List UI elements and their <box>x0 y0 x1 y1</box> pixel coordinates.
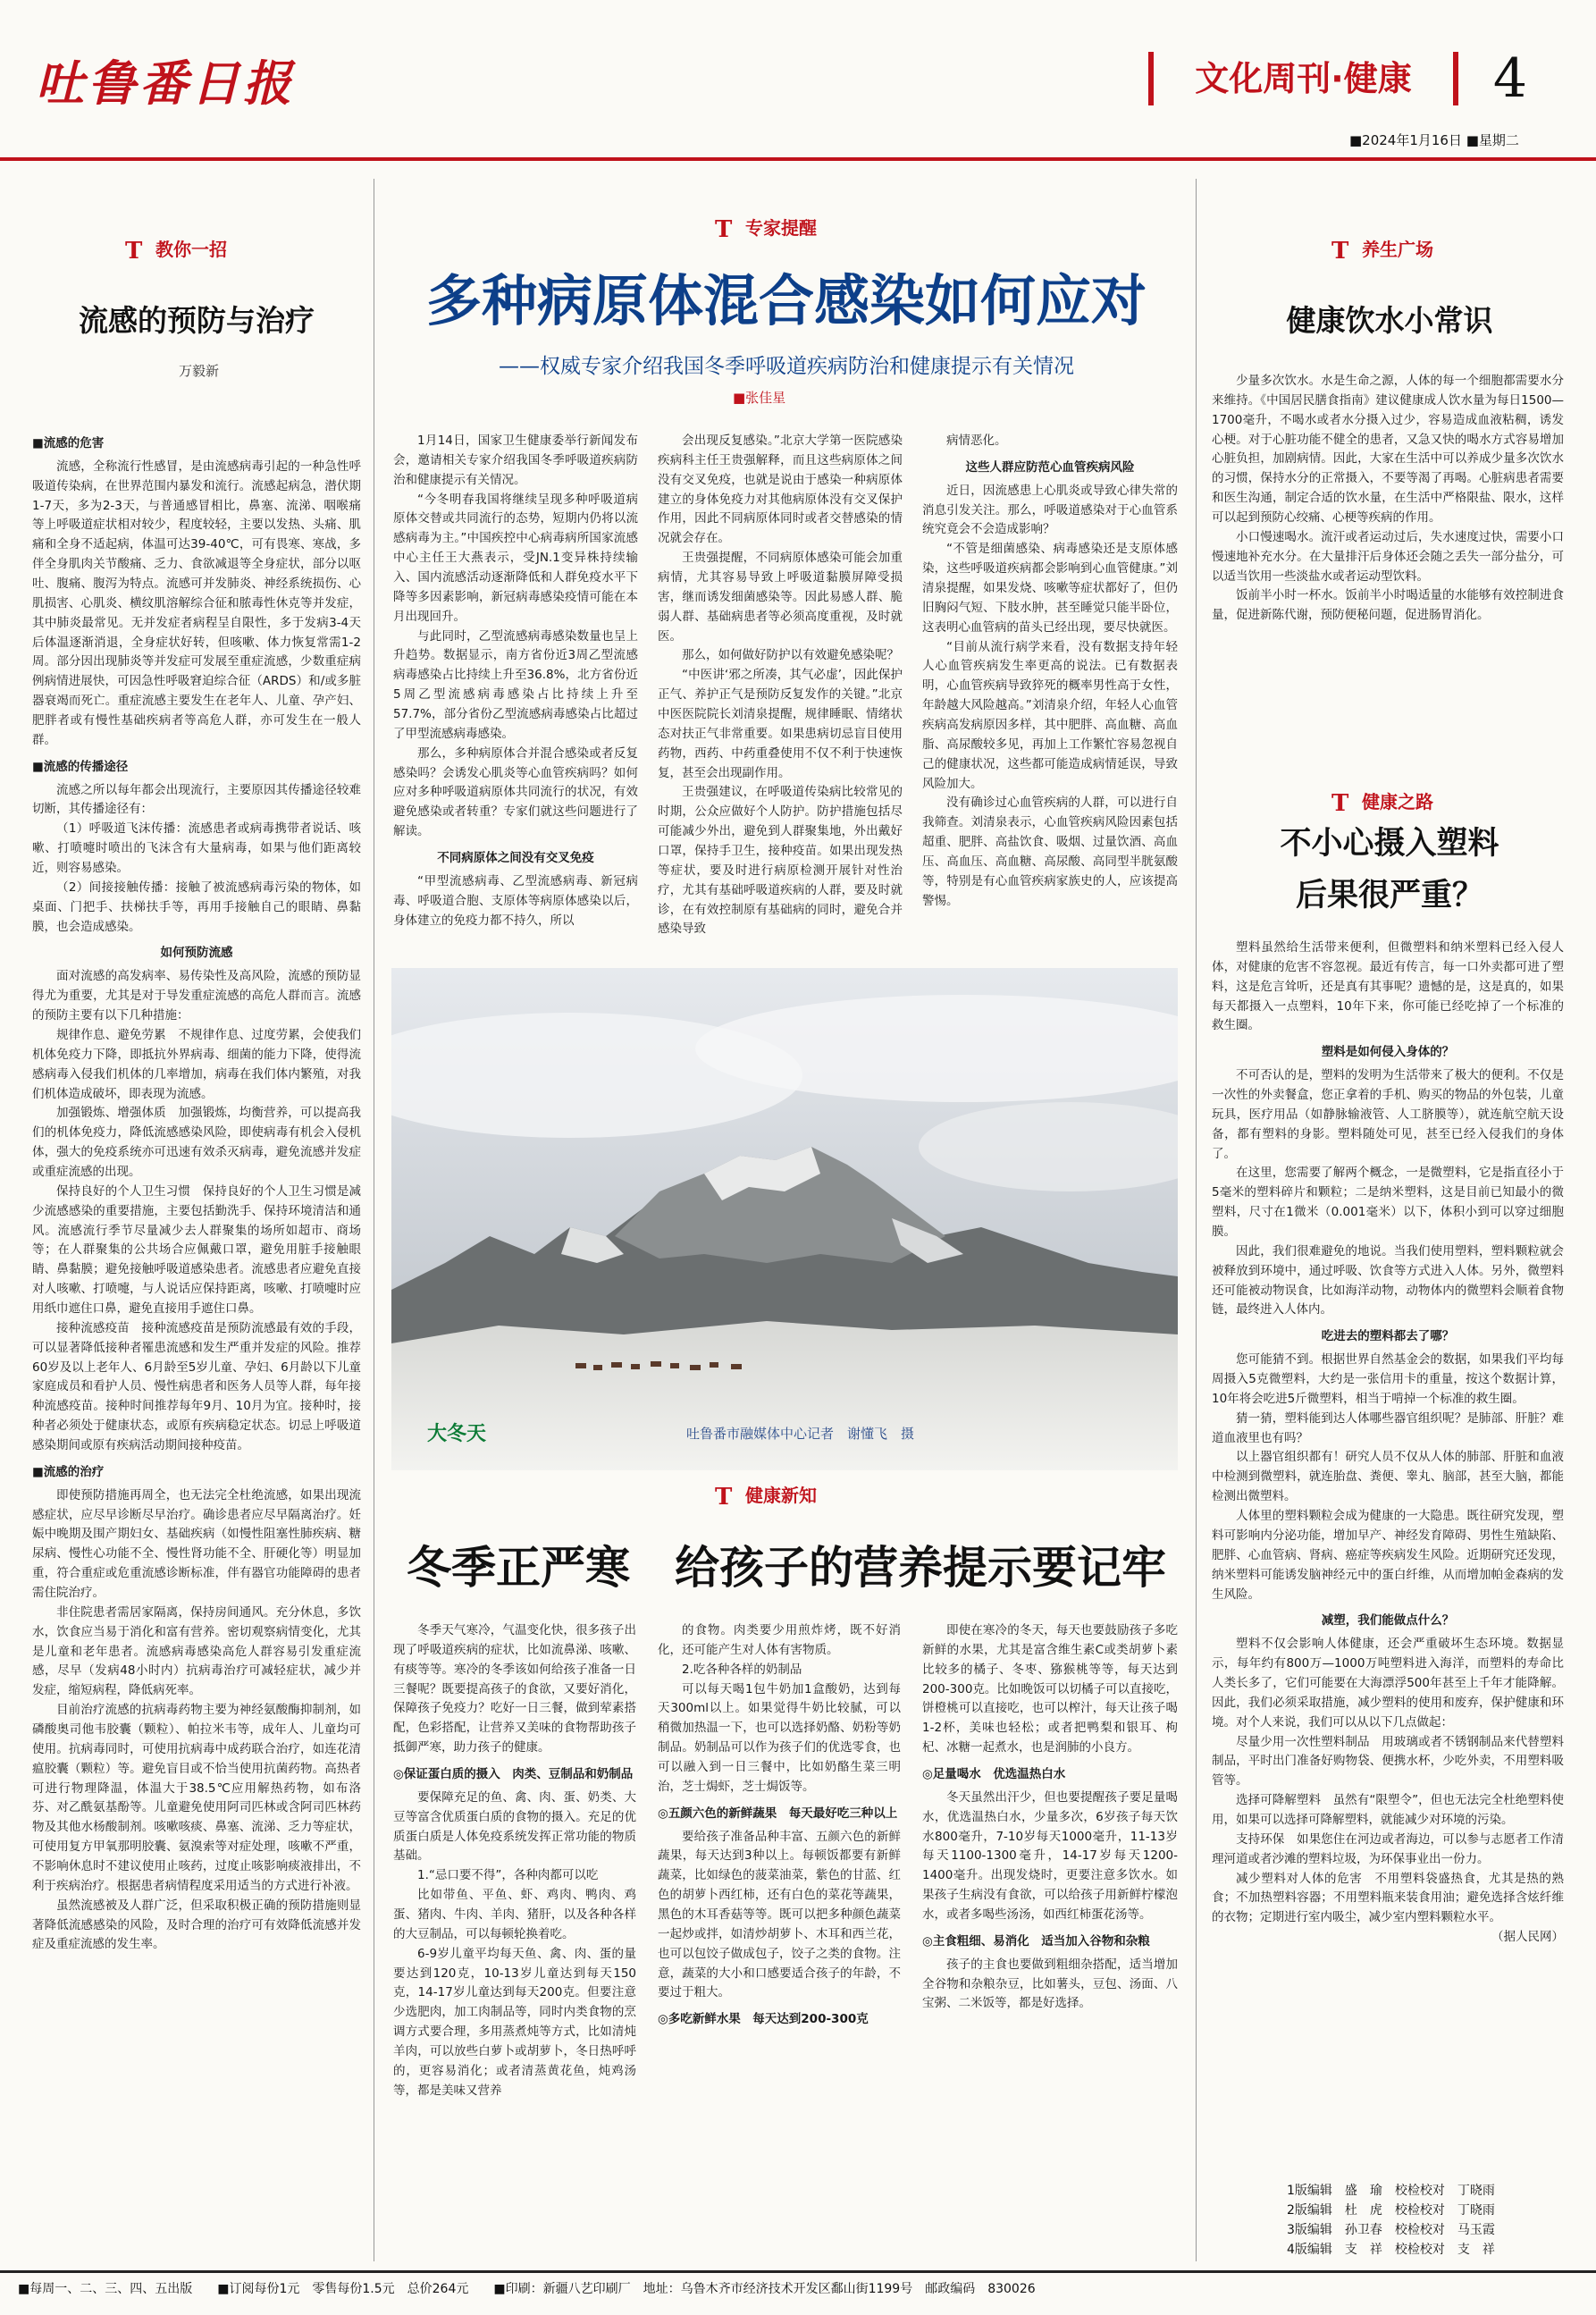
subheading: ■流感的危害 <box>32 436 105 450</box>
center-body-col3 <box>922 432 1178 959</box>
paragraph: 塑料不仅会影响人体健康，还会严重破坏生态环境。数据显示，每年约有800万—1000万吨塑料进入海洋，而塑料的寿命比人类长多了，它们可能要在大海漂浮500年甚至上千年才能降解。因此，我们必须采取措施，减少塑料的使用和废弃，保护健康和环境。对个人来说，我们可以从以下几点做起： <box>1212 1637 1564 1730</box>
left-article-body <box>32 427 361 2256</box>
paragraph: 您可能猜不到。根据世界自然基金会的数据，如果我们平均每周摄入5克微塑料，大约是一张信用卡的重量，按这个数据计算，10年将会吃进5斤微塑料，相当于啃掉一个标准的救生圈。 <box>1212 1352 1564 1406</box>
paragraph: 流感之所以每年都会出现流行，主要原因其传播途径较难切断，其传播途径有： <box>32 782 361 817</box>
subheading: 吃进去的塑料都去了哪？ <box>1321 1329 1455 1344</box>
center-byline: ■张佳星 <box>733 390 786 406</box>
paragraph: 那么，如何做好防护以有效避免感染呢？ <box>682 648 899 663</box>
paragraph: 小口慢速喝水。流汗或者运动过后，失水速度过快，需要小口慢速地补充水分。在大量排汗后身体还会随之丢失一部分盐分，可以适当饮用一些淡盐水或者运动型饮料。 <box>1212 529 1564 584</box>
paragraph: 猜一猜，塑料能到达人体哪些器官组织呢？是肺部、肝脏？难道血液里也有吗？ <box>1212 1410 1564 1445</box>
paragraph: 面对流感的高发病率、易传染性及高风险，流感的预防显得尤为重要，尤其是对于导发重症流感的高危人群而言。流感的预防主要有以下几种措施： <box>32 969 361 1023</box>
left-article-author: 万毅新 <box>179 363 220 379</box>
issue-date: ■2024年1月16日 ■星期二 <box>1349 132 1519 148</box>
subheading: ■流感的治疗 <box>32 1464 105 1479</box>
bottom-body-col1 <box>393 1621 636 2261</box>
section-tag: 文化周刊·健康 <box>1148 52 1458 105</box>
paragraph: 即使预防措施再周全，也无法完全杜绝流感，如果出现流感症状，应尽早诊断尽早治疗。确诊患者应尽早隔离治疗。妊娠中晚期及围产期妇女、基础疾病（如慢性阻塞性肺疾病、糖尿病、慢性心功能不全、慢性肾功能不全、肝硬化等）明显加重，符合重症或危重流感诊断标准，伴有器官功能障碍的患者需住院治疗。 <box>32 1487 361 1600</box>
paragraph: 以上器官组织都有！研究人员不仅从人体的肺部、肝脏和血液中检测到微塑料，就连胎盘、粪便、睾丸、脑部，甚至大脑，都能检测出微塑料。 <box>1212 1450 1564 1504</box>
paragraph: 虽然流感被及人群广泛，但采取积极正确的预防措施则显著降低流感感染的风险，及时合理的治疗可有效降低流感并发症及重症流感的发生率。 <box>32 1898 361 1952</box>
paragraph: 那么，多种病原体合并混合感染或者反复感染吗？会诱发心肌炎等心血管疾病吗？如何应对多种呼吸道病原体共同流行的状况，有效避免感染或者转重？专家们就这些问题进行了解读。 <box>393 745 638 839</box>
paragraph: 非住院患者需居家隔离，保持房间通风。充分休息，多饮水，饮食应当易于消化和富有营养。密切观察病情变化，尤其是儿童和老年患者。流感病毒感染高危人群容易引发重症流感，尽早（发病48小时内）抗病毒治疗可减轻症状，减少并发症，缩短病程，降低病死率。 <box>32 1604 361 1698</box>
bottom-body-col2 <box>658 1621 901 2261</box>
center-kicker: T 专家提醒 <box>715 216 817 243</box>
landscape-photo <box>391 968 1178 1470</box>
right-kicker-2: T 健康之路 <box>1331 790 1433 817</box>
subheading: ◎多吃新鲜水果 每天达到200-300克 <box>658 2012 869 2027</box>
paragraph: 与此同时，乙型流感病毒感染数量也呈上升趋势。数据显示，南方省份近3周乙型流感病毒感染占比持续上升至36.8%，北方省份近5周乙型流感病毒感染占比持续上升至57.7%，部分省份乙型流感病毒感染占比超过了甲型流感病毒感染。 <box>393 628 638 741</box>
t-mark-icon: T <box>715 1484 733 1511</box>
staff-line: 2版编辑 杜 虎 校检校对 丁晓雨 <box>1287 2203 1495 2218</box>
paragraph: “甲型流感病毒、乙型流感病毒、新冠病毒、呼吸道合胞、支原体等病原体感染以后，身体建立的免疫力都不持久，所以 <box>393 873 638 928</box>
paragraph: 接种流感疫苗 接种流感疫苗是预防流感最有效的手段，可以显著降低接种者罹患流感和发生严重并发症的风险。推荐60岁及以上老年人、6月龄至5岁儿童、孕妇、6月龄以下儿童家庭成员和看护人员、慢性病患者和医务人员等人群，每年接种流感疫苗。接种时间推荐每年9月、10月为宜。接种时，接种者必须处于健康状态，或原有疾病稳定状态。切忌上呼吸道感染期间或原有疾病活动期间接种疫苗。 <box>32 1320 361 1452</box>
paragraph: 6-9岁儿童平均每天鱼、禽、肉、蛋的量要达到120克，10-13岁儿童达到每天150克，14-17岁儿童达到每天200克。但要注意少选肥肉，加工肉制品等，同时内类食物的烹调方式要合理，多用蒸煮炖等方式，比如清炖羊肉，可以放些白萝卜或胡萝卜，冬日热呼呼的，更容易消化；或者清蒸黄花鱼，炖鸡汤等，都是美味又营养 <box>393 1946 636 2098</box>
staff-line: 4版编辑 支 祥 校检校对 支 祥 <box>1287 2243 1495 2257</box>
paragraph: （1）呼吸道飞沫传播：流感患者或病毒携带者说话、咳嗽、打喷嚏时喷出的飞沫含有大量病毒，如果与他们距离较近，则容易感染。 <box>32 821 361 876</box>
paragraph: 加强锻炼、增强体质 加强锻炼，均衡营养，可以提高我们的机体免疫力，降低流感感染风险，即使病毒有机会入侵机体，强大的免疫系统亦可迅速有效杀灭病毒，避免流感并发症或重症流感的出现。 <box>32 1106 361 1179</box>
paragraph: 的食物。肉类要少用煎炸烤，既不好消化，还可能产生对人体有害物质。 <box>658 1623 901 1657</box>
masthead-rule <box>0 157 1596 161</box>
page-number: 4 <box>1492 47 1528 110</box>
subheading: 这些人群应防范心血管疾病风险 <box>965 459 1135 475</box>
bottom-headline: 冬季正严寒 给孩子的营养提示要记牢 <box>407 1541 1166 1594</box>
bottom-kicker: T 健康新知 <box>715 1484 817 1511</box>
subheading: ◎主食粗细、易消化 适当加入谷物和杂粮 <box>922 1933 1150 1949</box>
paragraph: 支持环保 如果您住在河边或者海边，可以参与志愿者工作清理河道或者沙滩的塑料垃圾，为环保事业出一份力。 <box>1212 1831 1564 1866</box>
paragraph: 近日，因流感患上心肌炎或导致心律失常的消息引发关注。那么，呼吸道感染对于心血管系统究竟会不会造成影响？ <box>922 483 1178 537</box>
t-mark-icon: T <box>1331 790 1349 817</box>
paragraph: 可以每天喝1包牛奶加1盒酸奶，达到每天300ml以上。如果觉得牛奶比较腻，可以稍微加热温一下，也可以选择奶酪、奶粉等奶制品。奶制品可以作为孩子们的优选零食，也可以融入到一日三餐中，比如奶酪生菜三明治，芝士焗虾，芝士焗饭等。 <box>658 1681 901 1794</box>
paragraph: 病情恶化。 <box>946 434 1007 448</box>
bottom-body-col3 <box>922 1621 1178 2261</box>
paragraph: 不可否认的是，塑料的发明为生活带来了极大的便利。不仅是一次性的外卖餐盒，您正拿着的手机、购买的物品的外包装，儿童玩具，医疗用品（如静脉输液管、人工脐膜等），就连航空航天设备，都有塑料的身影。塑料随处可见，甚至已经入侵我们的身体了。 <box>1212 1068 1564 1161</box>
footer-rule <box>0 2270 1596 2273</box>
paragraph: 比如带鱼、平鱼、虾、鸡肉、鸭肉、鸡蛋、猪肉、牛肉、羊肉、猪肝，以及各种各样的大豆制品，可以每顿轮换着吃。 <box>393 1888 636 1941</box>
subheading: 减塑，我们能做点什么？ <box>1321 1613 1455 1629</box>
paragraph: 1.“忌口要不得”，各种肉都可以吃 <box>417 1868 599 1883</box>
paragraph: 减少塑料对人体的危害 不用塑料袋盛热食，尤其是热的熟食；不加热塑料容器；不用塑料瓶来装食用油；避免选择含炫纤维的衣物；定期进行室内吸尘，减少室内塑料颗粒水平。 <box>1212 1871 1564 1925</box>
right-article-2-title-line1: 不小心摄入塑料 <box>1280 826 1499 862</box>
paragraph: 流感，全称流行性感冒，是由流感病毒引起的一种急性呼吸道传染病，在世界范围内暴发和流行。流感起病急，潜伏期1-7天，多为2-3天，与普通感冒相比，鼻塞、流涕、咽喉痛等上呼吸道症状相对较少，程度较轻，主要以发热、头痛、肌痛和全身不适起病，体温可达39-40℃，可有畏寒、寒战，多伴全身肌肉关节酸痛、乏力、食欲减退等全身症状，部分以呕吐、腹痛、腹泻为特点。流感可并发肺炎、神经系统损伤、心肌损害、心肌炎、横纹肌溶解综合征和脓毒性休克等并发症，其中肺炎最常见。无并发症者病程呈自限性，多于发病3-4天后体温逐渐消退，全身症状好转，但咳嗽、体力恢复常需1-2周。部分因出现肺炎等并发症可发展至重症流感，少数重症病例病情进展快，可因急性呼吸窘迫综合征（ARDS）和/或多脏器衰竭而死亡。重症流感主要发生在老年人、儿童、孕产妇、肥胖者或有慢性基础疾病者等高危人群，亦可发生在一般人群。 <box>32 459 361 747</box>
right-article-2-title-line2: 后果很严重？ <box>1295 878 1483 913</box>
paragraph: 选择可降解塑料 虽然有“限塑令”，但也无法完全杜绝塑料使用，如果可以选择可降解塑料，就能减少对环境的污染。 <box>1212 1793 1564 1827</box>
t-mark-icon: T <box>715 216 733 243</box>
footer-info: ■每周一、二、三、四、五出版 ■订阅每份1元 零售每份1.5元 总价264元 ■印刷：新疆八艺印刷厂 地址：乌鲁木齐市经济技术开发区鄱山街1199号 邮政编码 830026 <box>18 2282 1036 2296</box>
paragraph: 要保障充足的鱼、禽、肉、蛋、奶类、大豆等富含优质蛋白质的食物的摄入。充足的优质蛋白质是人体免疫系统发挥正常功能的物质基础。 <box>393 1789 636 1864</box>
left-article-title: 流感的预防与治疗 <box>79 303 315 338</box>
paragraph: 尽量少用一次性塑料制品 用玻璃或者不锈钢制品来代替塑料制品，平时出门准备好购物袋、便携水杯，少吃外卖，不用塑料吸管等。 <box>1212 1734 1564 1789</box>
paragraph: 保持良好的个人卫生习惯 保持良好的个人卫生习惯是减少流感感染的重要措施，主要包括勤洗手、保持环境清洁和通风。流感流行季节尽量减少去人群聚集的场所如超市、商场等；在人群聚集的公共场合应佩戴口罩，避免用脏手接触眼睛、鼻黏膜；避免接触呼吸道感染患者。流感患者应避免直接对人咳嗽、打喷嚏，与人说话应保持距离，咳嗽、打喷嚏时应用纸巾遮住口鼻，避免直接用手遮住口鼻。 <box>32 1183 361 1316</box>
paragraph: 1月14日，国家卫生健康委举行新闻发布会，邀请相关专家介绍我国冬季呼吸道疾病防治和健康提示有关情况。 <box>393 434 638 487</box>
subheading: ◎五颜六色的新鲜蔬果 每天最好吃三种以上 <box>658 1806 898 1821</box>
paragraph: 即使在寒冷的冬天，每天也要鼓励孩子多吃新鲜的水果，尤其是富含维生素C或类胡萝卜素比较多的橘子、冬枣、猕猴桃等等，每天达到200-300克。比如晚饭可以切橘子可以直接吃，饼橙桃可以直接吃，也可以榨汁，每天让孩子喝1-2杯，美味也轻松；或者把鸭梨和银耳、枸杞、冰糖一起煮水，也是润肺的小良方。 <box>922 1623 1178 1755</box>
paragraph: 冬天虽然出汗少，但也要提醒孩子要足量喝水，优选温热白水，少量多次，6岁孩子每天饮水800毫升，7-10岁每天1000毫升，11-13岁每天1100-1300毫升，14-17岁每天1200-1400毫升。出现发烧时，更要注意多饮水。如果孩子生病没有食欲，可以给孩子用新鲜柠檬泡水，或者多喝些汤汤，如西红柿蛋花汤等。 <box>922 1789 1178 1923</box>
snow-mountain-image <box>391 968 1178 1470</box>
staff-credits <box>1287 2181 1564 2261</box>
paragraph: 冬季天气寒冷，气温变化快，很多孩子出现了呼吸道疾病的症状，比如流鼻涕、咳嗽、有痰等等。寒冷的冬季该如何给孩子准备一日三餐呢？既要提高孩子的食欲，又要好消化，保障孩子免疫力？吃好一日三餐，做到荤素搭配，色彩搭配，让营养又美味的食物帮助孩子抵御严寒，助力孩子的健康。 <box>393 1623 636 1755</box>
paragraph: 规律作息、避免劳累 不规律作息、过度劳累，会使我们机体免疫力下降，即抵抗外界病毒、细菌的能力下降，使得流感病毒入侵我们机体的几率增加，病毒在我们体内繁殖，对我们机体造成破坏，即表现为流感。 <box>32 1027 361 1101</box>
paragraph: 塑料虽然给生活带来便利，但微塑料和纳米塑料已经入侵人体，对健康的危害不容忽视。最近有传言，每一口外卖都可进了塑料，这是危言耸听，还是真有其事呢？遗憾的是，这是真的，如果每天都摄入一点塑料，10年下来，你可能已经吃掉了一个标准的救生圈。 <box>1212 940 1564 1033</box>
paragraph: 人体里的塑料颗粒会成为健康的一大隐患。既往研究发现，塑料可影响内分泌功能，增加早产、神经发育障碍、男性生殖缺陷、肥胖、心血管病、肾病、癌症等疾病发生风险。近期研究还发现，纳米塑料可能诱发脑神经元中的蛋白纤维，从而增加帕金森病的发生风险。 <box>1212 1509 1564 1602</box>
paragraph: 要给孩子准备品种丰富、五颜六色的新鲜蔬果，每天达到3种以上。每顿饭都要有新鲜蔬菜，比如绿色的菠菜油菜，紫色的甘蓝、红色的胡萝卜西红柿，还有白色的菜花等蔬果，黑色的木耳香菇等等。既可以把多种颜色蔬菜一起炒或拌，如清炒胡萝卜、木耳和西兰花，也可以包饺子做成包子，饺子之类的食物。注意，蔬菜的大小和口感要适合孩子的年龄，不要过于粗大。 <box>658 1829 901 2000</box>
photo-credit: 吐鲁番市融媒体中心记者 谢懂飞 摄 <box>686 1426 915 1442</box>
paragraph: “中医讲‘邪之所凑，其气必虚’，因此保护正气、养护正气是预防反复发作的关键。”北京中医医院院长刘清泉提醒，规律睡眠、情绪状态对扶正气非常重要。如果患病切忌盲目使用药物，西药、中药重叠使用不仅不利于快速恢复，甚至会出现副作用。 <box>658 668 903 780</box>
paragraph: 在这里，您需要了解两个概念，一是微塑料，它是指直径小于5毫米的塑料碎片和颗粒；二是纳米塑料，这是目前已知最小的微塑料，尺寸在1微米（0.001毫米）以下，体积小到可以穿过细胞膜。 <box>1212 1166 1564 1240</box>
center-subheadline: ——权威专家介绍我国冬季呼吸道疾病防治和健康提示有关情况 <box>499 355 1074 378</box>
paragraph: 没有确诊过心血管疾病的人群，可以进行自我筛查。刘清泉表示，心血管疾病风险因素包括超重、肥胖、高盐饮食、吸烟、过量饮酒、高血压、高血压、高血糖、高尿酸、高同型半胱氨酸等，特别是有心血管疾病家族史的人，应该提高警惕。 <box>922 796 1178 908</box>
paragraph: 少量多次饮水。水是生命之源，人体的每一个细胞都需要水分来维持。《中国居民膳食指南》建议健康成人饮水量为每日1500—1700毫升，不喝水或者水分摄入过少，容易造成血液粘稠，诱发心梗。对于心脏功能不健全的患者，又急又快的喝水方式容易增加心脏负担，加剧病情。因此，大家在生活中可以养成少量多次饮水的习惯，保持水分的正常摄入，不要等渴了再喝。心脏病患者需要和医生沟通，制定合适的饮水量，在生活中严格限盐、限水，这样可以起到预防心绞痛、心梗等疾病的作用。 <box>1212 374 1564 526</box>
column-divider <box>1196 179 1197 2261</box>
right-article-2-body <box>1212 939 1564 2172</box>
subheading: ◎足量喝水 优选温热白水 <box>922 1767 1066 1782</box>
paragraph: 目前治疗流感的抗病毒药物主要为神经氨酸酶抑制剂，如磷酸奥司他韦胶囊（颗粒）、帕拉米韦等，成年人、儿童均可使用。抗病毒同时，可使用抗病毒中成药联合治疗，如连花清瘟胶囊（颗粒）等。避免盲目或不恰当使用抗菌药物。高热者可进行物理降温，体温大于38.5℃应用解热药物，如布洛芬、对乙酰氨基酚等。儿童避免使用阿司匹林或含阿司匹林药物及其他水杨酸制剂。咳嗽咳痰、鼻塞、流涕、乏力等症状，可使用复方甲氧那明胶囊、氨溴索等对症处理，咳嗽不严重，不影响休息时不建议使用止咳药，过度止咳影响痰液排出，不利于疾病治疗。根据患者病情程度采用适当的方式进行补液。 <box>32 1703 361 1893</box>
subheading: 如何预防流感 <box>160 946 233 961</box>
subheading: （据人民网） <box>1491 1930 1564 1945</box>
subheading: ■流感的传播途径 <box>32 759 129 774</box>
paragraph: 因此，我们很难避免的地说。当我们使用塑料，塑料颗粒就会被释放到环境中，通过呼吸、饮食等方式进入人体。另外，微塑料还可能被动物误食，比如海洋动物，动物体内的微塑料会顺着食物链，最终进入人体内。 <box>1212 1243 1564 1317</box>
subheading: 不同病原体之间没有交叉免疫 <box>437 851 594 866</box>
subheading: 塑料是如何侵入身体的？ <box>1321 1045 1455 1060</box>
newspaper-logo: 吐鲁番日报 <box>36 55 295 112</box>
staff-line: 1版编辑 盛 瑜 校检校对 丁晓雨 <box>1287 2184 1495 2198</box>
paragraph: “今冬明春我国将继续呈现多种呼吸道病原体交替或共同流行的态势，短期内仍将以流感病毒为主。”中国疾控中心病毒病所国家流感中心主任王大燕表示，受JN.1变异株持续输入、国内流感活动逐渐降低和人群免疫水平下降等多因素影响，新冠病毒感染疫情可能在本月出现回升。 <box>393 492 638 624</box>
subheading: ◎保证蛋白质的摄入 肉类、豆制品和奶制品 <box>393 1767 634 1782</box>
staff-line: 3版编辑 孙卫春 校检校对 马玉霞 <box>1287 2223 1495 2237</box>
paragraph: 2.吃各种各样的奶制品 <box>682 1662 802 1677</box>
paragraph: （2）间接接触传播：接触了被流感病毒污染的物体，如桌面、门把手、扶梯扶手等，再用手接触自己的眼睛、鼻黏膜，也会造成感染。 <box>32 880 361 934</box>
left-kicker: T 教你一招 <box>125 238 227 265</box>
center-headline: 多种病原体混合感染如何应对 <box>425 268 1147 333</box>
center-body-col1 <box>393 432 638 959</box>
paragraph: 饭前半小时一杯水。饭前半小时喝适量的水能够有效控制进食量，促进新陈代谢，预防便秘问题，促进肠胃消化。 <box>1212 588 1564 623</box>
center-body-col2 <box>658 432 903 959</box>
paragraph: “目前从流行病学来看，没有数据支持年轻人心血管疾病发生率更高的说法。已有数据表明，心血管疾病导致猝死的概率男性高于女性，年龄越大风险越高。”刘清泉介绍，年轻人心血管疾病高发病原因多样，其中肥胖、高血糖、高血脂、高尿酸较多见，再加上工作繁忙容易忽视自己的健康状况，这些都可能造成病情延误，导致风险加大。 <box>922 639 1178 791</box>
t-mark-icon: T <box>125 238 143 265</box>
right-kicker-1: T 养生广场 <box>1331 238 1433 265</box>
paragraph: 会出现反复感染。”北京大学第一医院感染疾病科主任王贵强解释，而且这些病原体之间没有交叉免疫，也就是说由于感染一种病原体建立的身体免疫力对其他病原体没有交叉保护作用，因此不同病原体同时或者交替感染的情况就会存在。 <box>658 434 903 546</box>
paragraph: 王贵强建议，在呼吸道传染病比较常见的时期，公众应做好个人防护。防护措施包括尽可能减少外出，避免到人群聚集地，外出戴好口罩，保持手卫生，接种疫苗。如果出现发热等症状，要及时进行病原检测开展针对性治疗，尤其有基础呼吸道疾病的人群，要及时就诊，在有效控制原有基础病的同时，避免合并感染导致 <box>658 785 903 937</box>
right-article-1-title: 健康饮水小常识 <box>1286 303 1493 338</box>
right-article-1-body <box>1212 372 1564 769</box>
t-mark-icon: T <box>1331 238 1349 265</box>
paragraph: 王贵强提醒，不同病原体感染可能会加重病情，尤其容易导致上呼吸道黏膜屏障受损害，继而诱发细菌感染等。因此易感人群、脆弱人群、基础病患者等必须高度重视，及时就医。 <box>658 551 903 644</box>
paragraph: 孩子的主食也要做到粗细杂搭配，适当增加全谷物和杂粮杂豆，比如薯头，豆包、汤面、八宝粥、二米饭等，都是好选择。 <box>922 1957 1178 2011</box>
paragraph: “不管是细菌感染、病毒感染还是支原体感染，这些呼吸道疾病都会影响到心血管健康。”刘清泉提醒，如果发烧、咳嗽等症状都好了，但仍旧胸闷气短、下肢水肿，甚至睡觉只能半卧位，这表明心血管病的苗头已经出现，要尽快就医。 <box>922 542 1178 635</box>
photo-title: 大冬天 <box>427 1423 487 1445</box>
